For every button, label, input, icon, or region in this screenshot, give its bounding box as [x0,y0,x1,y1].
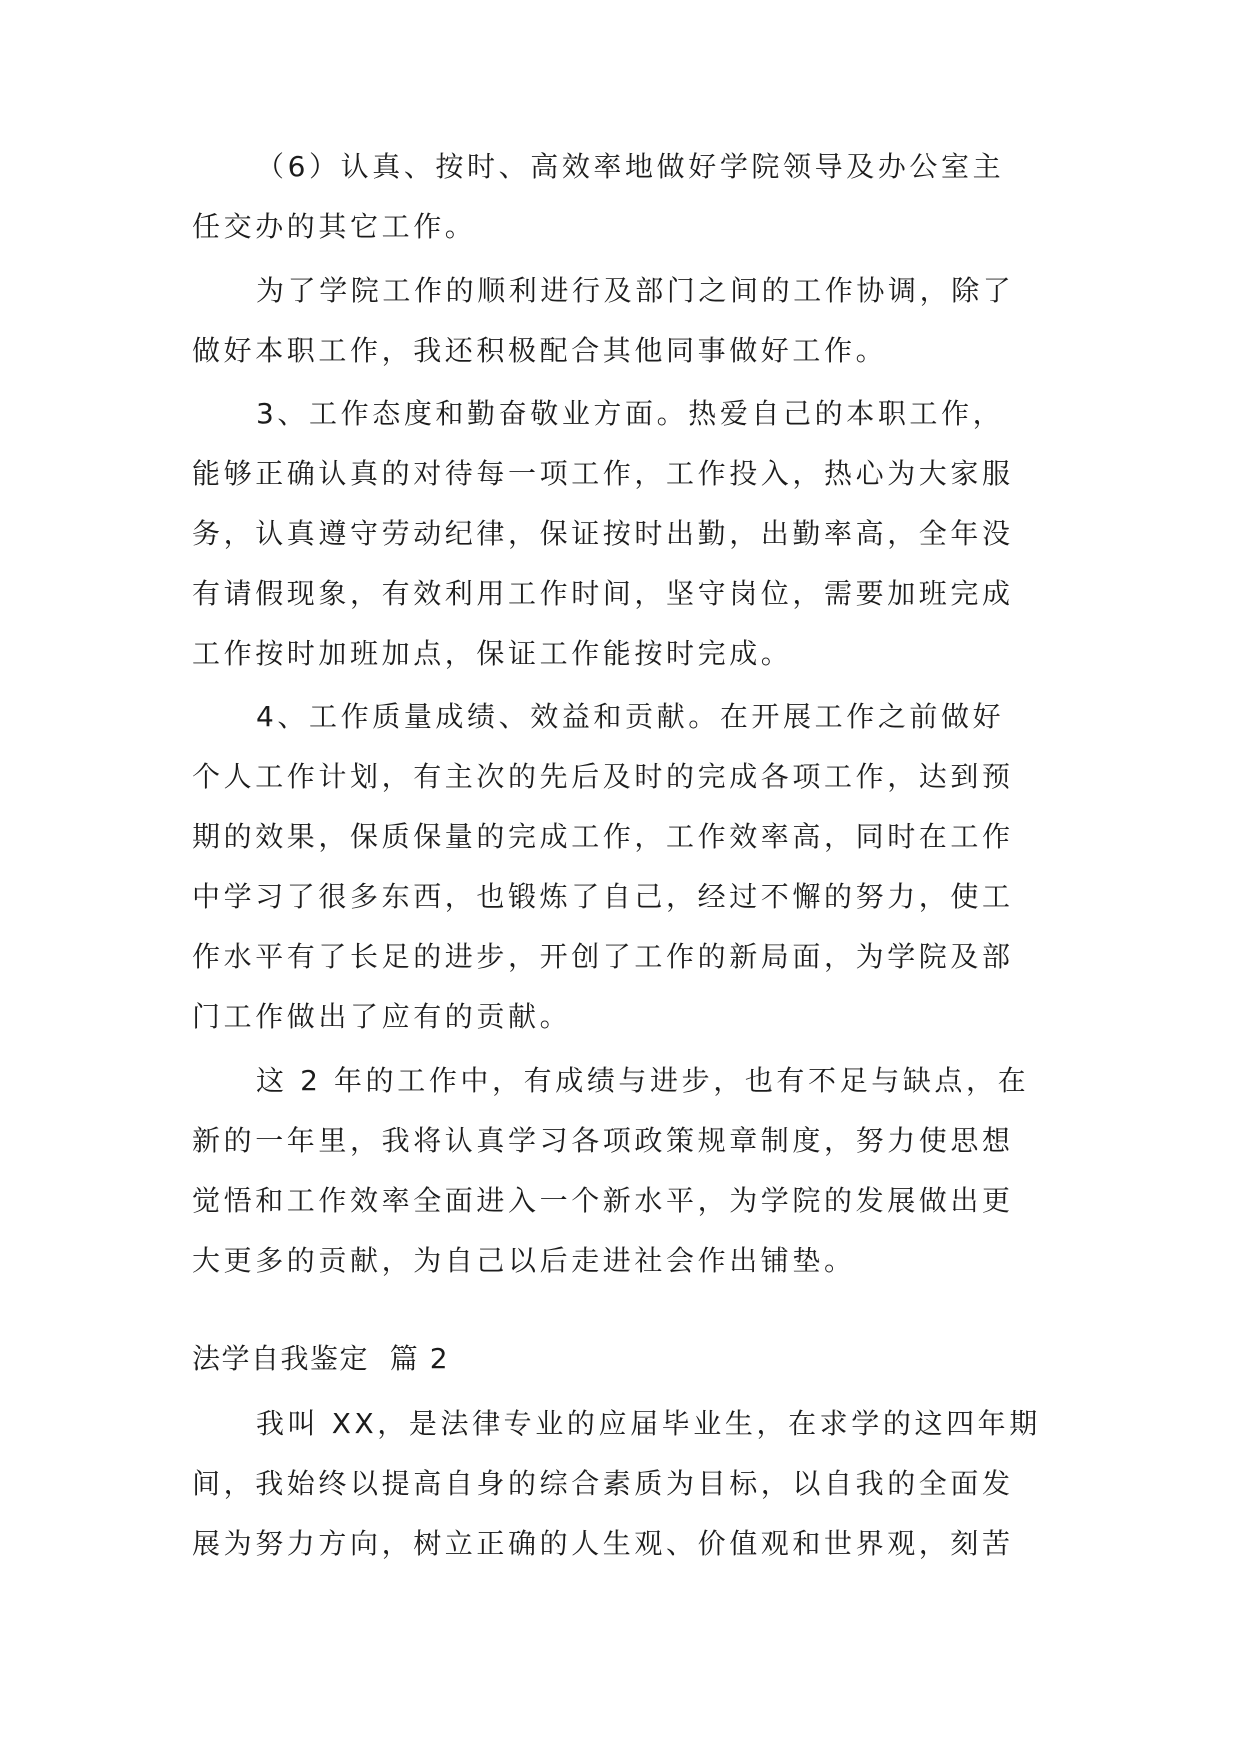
paragraph-line: 觉悟和工作效率全面进入一个新水平，为学院的发展做出更 [192,1184,1014,1217]
paragraph-line: 能够正确认真的对待每一项工作，工作投入，热心为大家服 [192,457,1014,490]
paragraph-line: 展为努力方向，树立正确的人生观、价值观和世界观，刻苦 [192,1527,1014,1560]
paragraph-line: 这 2 年的工作中，有成绩与进步，也有不足与缺点，在 [256,1064,1030,1097]
paragraph-line: 我叫 XX，是法律专业的应届毕业生，在求学的这四年期 [256,1407,1041,1440]
paragraph-line: 工作按时加班加点，保证工作能按时完成。 [192,637,793,670]
paragraph-line: 中学习了很多东西，也锻炼了自己，经过不懈的努力，使工 [192,880,1014,913]
paragraph-line: 3、工作态度和勤奋敬业方面。热爱自己的本职工作， [256,397,1005,430]
paragraph-line: 作水平有了长足的进步，开创了工作的新局面，为学院及部 [192,940,1014,973]
paragraph-line: 为了学院工作的顺利进行及部门之间的工作协调，除了 [256,274,1015,307]
paragraph-line: 大更多的贡献，为自己以后走进社会作出铺垫。 [192,1244,856,1277]
paragraph-line: 务，认真遵守劳动纪律，保证按时出勤，出勤率高，全年没 [192,517,1014,550]
paragraph-line: 个人工作计划，有主次的先后及时的完成各项工作，达到预 [192,760,1014,793]
paragraph-line: 任交办的其它工作。 [192,210,477,243]
paragraph-line: 有请假现象，有效利用工作时间，坚守岗位，需要加班完成 [192,577,1014,610]
paragraph-line: 新的一年里，我将认真学习各项政策规章制度，努力使思想 [192,1124,1014,1157]
paragraph-line: 4、工作质量成绩、效益和贡献。在开展工作之前做好 [256,700,1005,733]
paragraph-line: （6）认真、按时、高效率地做好学院领导及办公室主 [256,150,1005,183]
paragraph-line: 间，我始终以提高自身的综合素质为目标，以自我的全面发 [192,1467,1014,1500]
section-heading: 法学自我鉴定 篇 2 [192,1342,450,1375]
paragraph-line: 期的效果，保质保量的完成工作，工作效率高，同时在工作 [192,820,1014,853]
paragraph-line: 做好本职工作，我还积极配合其他同事做好工作。 [192,334,888,367]
paragraph-line: 门工作做出了应有的贡献。 [192,1000,572,1033]
